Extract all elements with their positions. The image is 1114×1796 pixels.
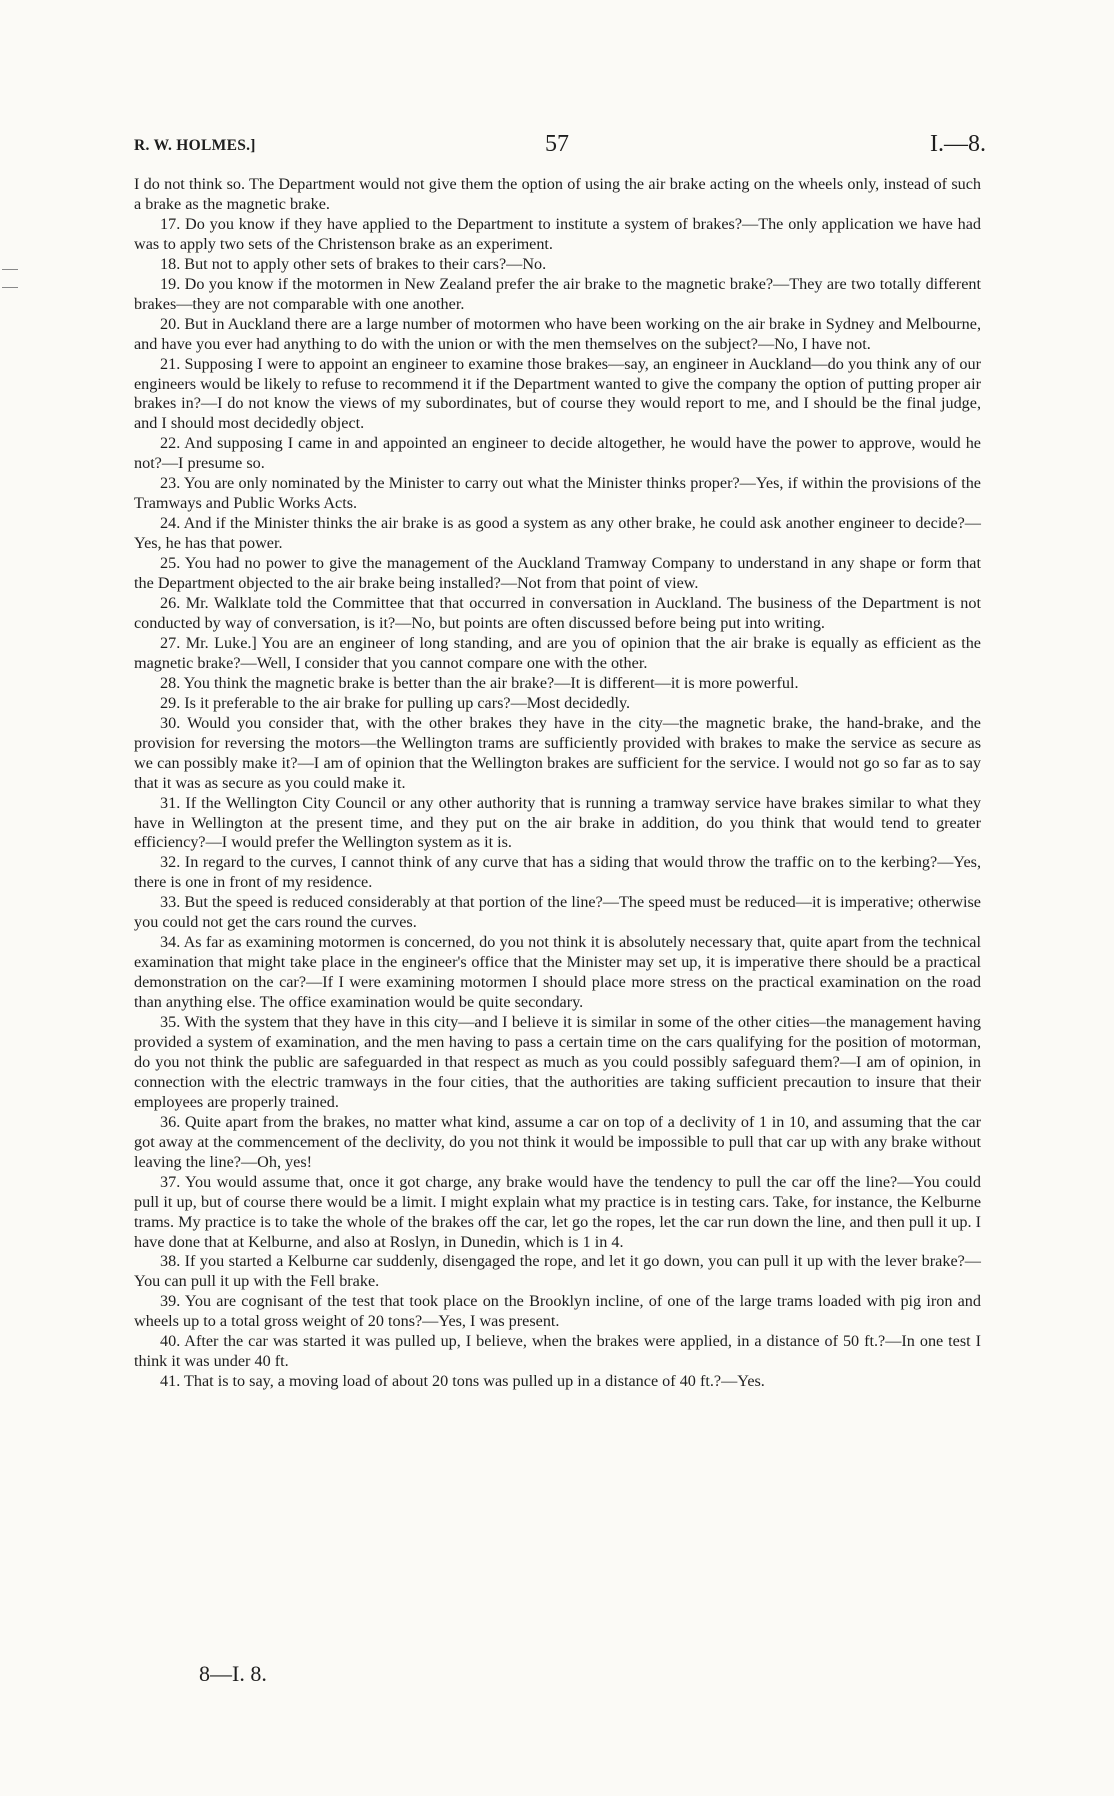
paragraph: 36. Quite apart from the brakes, no matter what kind, assume a car on top of a declivity of 1 in 10, and assuming that the car got away at the commencement of the declivity, do you not think it would be impossible to pull that car up with any brake without leaving the line?—Oh, yes!: [134, 1112, 981, 1171]
paragraph: 21. Supposing I were to appoint an engineer to examine those brakes—say, an engineer in Auckland—do you think any of our engineers would be likely to refuse to recommend it if the Department wanted to give the company the option of putting proper air brakes in?—I do not know the views of my subordinates, but of course they would report to me, and I should be the final judge, and I should most decidedly object.: [134, 354, 981, 433]
paragraph: 40. After the car was started it was pulled up, I believe, when the brakes were applied, in a distance of 50 ft.?—In one test I think it was under 40 ft.: [134, 1332, 981, 1371]
paragraph: 31. If the Wellington City Council or any other authority that is running a tramway service have brakes similar to what they have in Wellington at the present time, and they put on the air brake in addition, do you think that would tend to greater efficiency?—I would prefer the Wellington system as it is.: [134, 793, 981, 852]
paragraph: 29. Is it preferable to the air brake for pulling up cars?—Most decidedly.: [160, 693, 631, 712]
paragraph: 37. You would assume that, once it got charge, any brake would have the tendency to pull the car off the line?—You could pull it up, but of course there would be a limit. I might explain what my practice is in testing cars. Take, for instance, the Kelburne trams. My practice is to take the whole of the brakes off the car, let go the ropes, let the car run down the line, and then pull it up. I have done that at Kelburne, and also at Roslyn, in Dunedin, which is 1 in 4.: [134, 1172, 981, 1251]
transcript-body: [134, 175, 981, 1392]
paragraph: 33. But the speed is reduced considerably at that portion of the line?—The speed must be reduced—it is imperative; otherwise you could not get the cars round the curves.: [134, 893, 981, 932]
page-header: [0, 133, 1114, 163]
margin-mark: [2, 260, 44, 262]
paragraph: 30. Would you consider that, with the other brakes they have in the city—the magnetic brake, the hand-brake, and the provision for reversing the motors—the Wellington trams are sufficiently provided with brakes to make the service as secure as we can possibly make it?—I am of opinion that the Wellington brakes are sufficient for the service. I would not go so far as to say that it was as secure as you could make it.: [134, 713, 981, 792]
paragraph: 27. Mr. Luke.] You are an engineer of long standing, and are you of opinion that the air brake is equally as efficient as the magnetic brake?—Well, I consider that you cannot compare one with the other.: [134, 633, 981, 672]
page-number: 57: [545, 131, 569, 157]
paragraph: 19. Do you know if the motormen in New Zealand prefer the air brake to the magnetic brake?—They are two totally different brakes—they are not comparable with one another.: [134, 274, 981, 313]
document-reference: I.—8.: [930, 131, 986, 157]
paragraph: 20. But in Auckland there are a large number of motormen who have been working on the air brake in Sydney and Melbourne, and have you ever had anything to do with the union or with the men themselves on the subject?—No, I have not.: [134, 314, 981, 353]
signature-mark: 8—I. 8.: [199, 1661, 267, 1686]
witness-name: R. W. HOLMES.]: [134, 137, 256, 154]
paragraph: 23. You are only nominated by the Minister to carry out what the Minister thinks proper?—Yes, if within the provisions of the Tramways and Public Works Acts.: [134, 474, 981, 513]
paragraph: 41. That is to say, a moving load of about 20 tons was pulled up in a distance of 40 ft.?—Yes.: [160, 1372, 765, 1391]
paragraph: 28. You think the magnetic brake is better than the air brake?—It is different—it is more powerful.: [160, 673, 799, 692]
paragraph: I do not think so. The Department would not give them the option of using the air brake acting on the wheels only, instead of such a brake as the magnetic brake.: [134, 175, 981, 213]
paragraph: 39. You are cognisant of the test that took place on the Brooklyn incline, of one of the large trams loaded with pig iron and wheels up to a total gross weight of 20 tons?—Yes, I was present.: [134, 1292, 981, 1331]
paragraph: 22. And supposing I came in and appointed an engineer to decide altogether, he would have the power to approve, would he not?—I presume so.: [134, 434, 981, 473]
paragraph: 34. As far as examining motormen is concerned, do you not think it is absolutely necessary that, quite apart from the technical examination that might take place in the engineer's office that the Minister may set up, it is imperative there should be a practical demonstration on the car?—If I were examining motormen I should place more stress on the practical examination on the road than anything else. The office examination would be quite secondary.: [134, 933, 981, 1012]
paragraph: 24. And if the Minister thinks the air brake is as good a system as any other brake, he could ask another engineer to decide?—Yes, he has that power.: [134, 514, 981, 553]
paragraph: 32. In regard to the curves, I cannot think of any curve that has a siding that would throw the traffic on to the kerbing?—Yes, there is one in front of my residence.: [134, 853, 981, 892]
paragraph: 17. Do you know if they have applied to the Department to institute a system of brakes?—The only application we have had was to apply two sets of the Christenson brake as an experiment.: [134, 214, 981, 253]
paragraph: 25. You had no power to give the management of the Auckland Tramway Company to understand in any shape or form that the Department objected to the air brake being installed?—Not from that point of view.: [134, 554, 981, 593]
paragraph: 35. With the system that they have in this city—and I believe it is similar in some of the other cities—the management having provided a system of examination, and the men having to pass a certain time on the cars qualifying for the position of motorman, do you not think the public are safeguarded in that respect as much as you could possibly safeguard them?—I am of opinion, in connection with the electric tramways in the four cities, that the authorities are taking sufficient precaution to insure that their employees are properly trained.: [134, 1013, 981, 1111]
paragraph: 18. But not to apply other sets of brakes to their cars?—No.: [160, 254, 547, 273]
paragraph: 38. If you started a Kelburne car suddenly, disengaged the rope, and let it go down, you can pull it up with the lever brake?—You can pull it up with the Fell brake.: [134, 1252, 981, 1291]
paragraph: 26. Mr. Walklate told the Committee that that occurred in conversation in Auckland. The business of the Department is not conducted by way of conversation, is it?—No, but points are often discussed before being put into writing.: [134, 594, 981, 632]
